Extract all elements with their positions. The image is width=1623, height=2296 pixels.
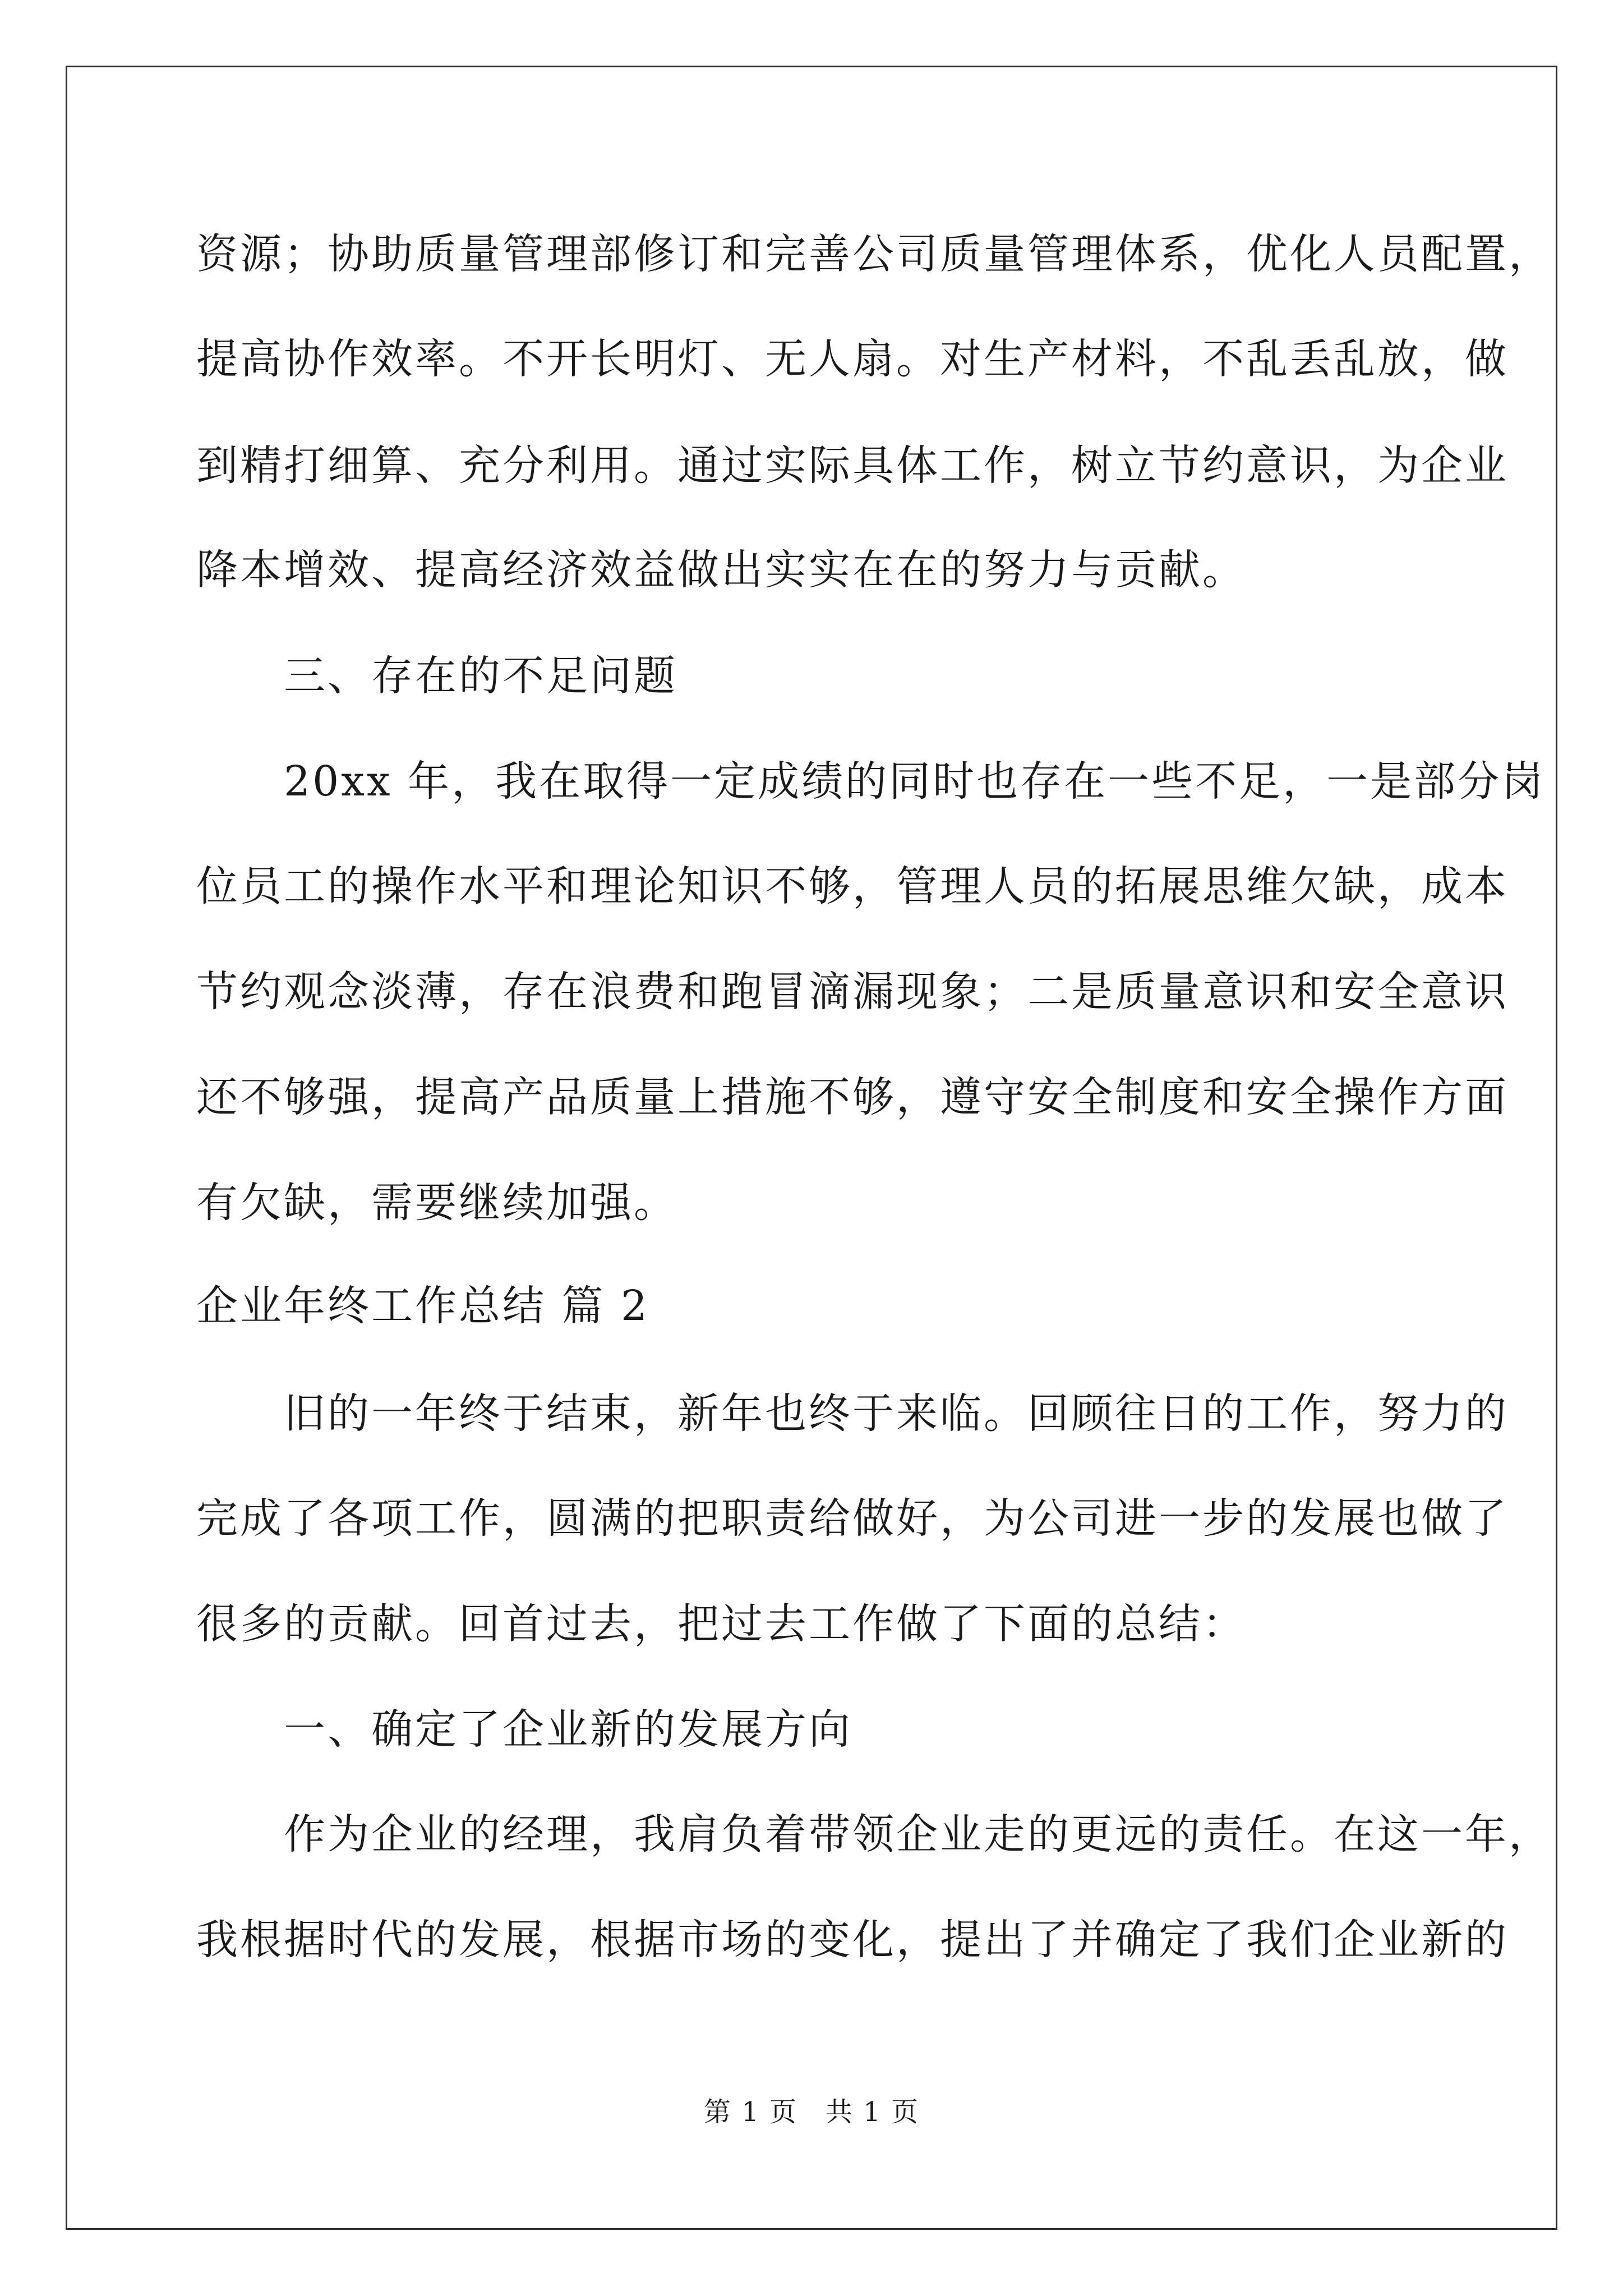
text-line-8: 节约观念淡薄，存在浪费和跑冒滴漏现象；二是质量意识和安全意识: [196, 968, 1509, 1016]
text-line-16: 作为企业的经理，我肩负着带领企业走的更远的责任。在这一年，: [196, 1810, 1552, 1858]
article-title: 企业年终工作总结 篇 2: [196, 1282, 650, 1330]
text-line-1: 资源；协助质量管理部修订和完善公司质量管理体系，优化人员配置，: [196, 230, 1552, 278]
text-line-14: 很多的贡献。回首过去，把过去工作做了下面的总结：: [196, 1600, 1246, 1648]
text-line-2: 提高协作效率。不开长明灯、无人扇。对生产材料，不乱丢乱放，做: [196, 335, 1509, 383]
text-line-13: 完成了各项工作，圆满的把职责给做好，为公司进一步的发展也做了: [196, 1494, 1509, 1543]
text-line-6: 20xx 年，我在取得一定成绩的同时也存在一些不足，一是部分岗: [196, 757, 1546, 806]
text-line-3: 到精打细算、充分利用。通过实际具体工作，树立节约意识，为企业: [196, 441, 1509, 490]
text-line-7: 位员工的操作水平和理论知识不够，管理人员的拓展思维欠缺，成本: [196, 862, 1509, 910]
text-line-17: 我根据时代的发展，根据市场的变化，提出了并确定了我们企业新的: [196, 1916, 1509, 1964]
section-heading-1: 一、确定了企业新的发展方向: [196, 1705, 852, 1754]
text-line-10: 有欠缺，需要继续加强。: [196, 1179, 677, 1227]
section-heading-3: 三、存在的不足问题: [196, 652, 677, 700]
page-border: [66, 66, 1557, 2230]
text-line-9: 还不够强，提高产品质量上措施不够，遵守安全制度和安全操作方面: [196, 1073, 1509, 1121]
text-line-4: 降本增效、提高经济效益做出实实在在的努力与贡献。: [196, 546, 1246, 594]
page-footer: 第 1 页 共 1 页: [703, 2096, 920, 2128]
text-line-12: 旧的一年终于结束，新年也终于来临。回顾往日的工作，努力的: [196, 1389, 1509, 1438]
